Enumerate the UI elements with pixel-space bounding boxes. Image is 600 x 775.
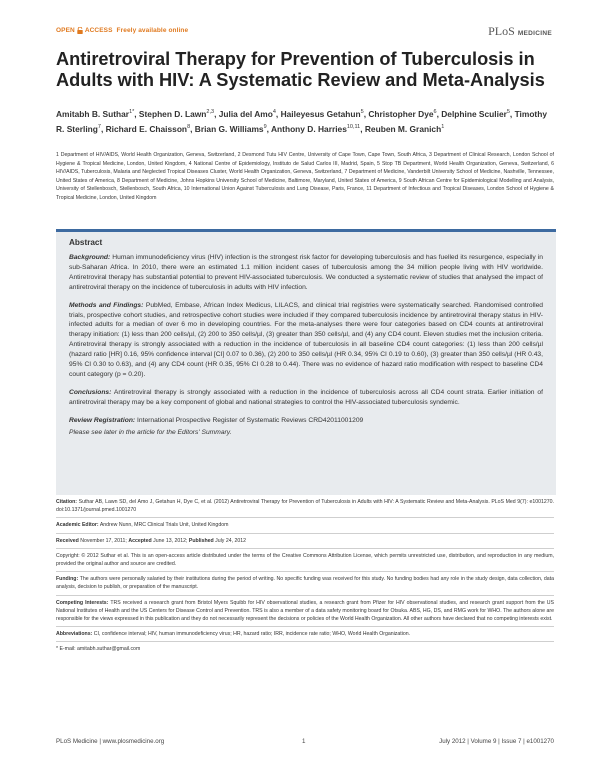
- author-affiliation-marker: 2,3: [206, 109, 215, 115]
- registration-text: International Prospective Register of Systematic Reviews CRD42011001209: [137, 416, 364, 424]
- author-name: Julia del Amo: [218, 108, 273, 119]
- open-access-banner: [56, 27, 188, 34]
- author-affiliation-marker: 7: [97, 123, 101, 130]
- abstract-box: [56, 229, 556, 495]
- abstract-conclusions: [69, 388, 543, 408]
- competing-label: Competing Interests:: [56, 599, 109, 606]
- journal-logo-plos: PLoS: [488, 24, 515, 38]
- competing-interests-block: [56, 596, 554, 628]
- affiliations: 1 Department of HIV/AIDS, World Health Organization, Geneva, Switzerland, 2 Desmond Tutu HIV Centre, University of Cape Town, Cape Town, South Africa, 3 Department of Clinical Research, London School of Hygiene & Tropical Medicine, London, United Kingdom, 4 National Centre of Epidemiology, Instituto de Salud Carlos III, Madrid, Spain, 5 Stop TB Department, World Health Organization, Geneva, Switzerland, 6 HIV/AIDS, Tuberculosis, Malaria and Neglected Tropical Diseases Cluster, World Health Organization, Geneva, Switzerland, 7 Department of Medicine, Vanderbilt University School of Medicine, Nashville, Tennessee, United States of America, 8 Department of Medicine, Johns Hopkins University School of Medicine, Baltimore, Maryland, United States of America, 9 South African Centre for Epidemiological Modelling and Analysis, University of Stellenbosch, Stellenbosch, South Africa, 10 International Union Against Tuberculosis and Lung Disease, Paris, France, 11 Department of Infectious and Tropical Diseases, London School of Hygiene & Tropical Medicine, London, United Kingdom: [56, 152, 554, 201]
- author-name: Richard E. Chaisson: [105, 123, 188, 134]
- freely-available-label: Freely available online: [116, 27, 189, 34]
- footer-issue-info: July 2012 | Volume 9 | Issue 7 | e1001270: [439, 738, 554, 745]
- methods-label: Methods and Findings:: [69, 301, 144, 309]
- author-affiliation-marker: 9: [263, 123, 267, 130]
- editors-note: Please see later in the article for the Editors' Summary.: [69, 428, 232, 436]
- copyright-text: Copyright: © 2012 Suthar et al. This is an open-access article distributed under the terms of the Creative Commons Attribution License, which permits unrestricted use, distribution, and reproduction in any medium, provided the original author and source are credited.: [56, 552, 554, 568]
- author-affiliation-marker: 5: [506, 109, 510, 115]
- journal-logo-medicine: MEDICINE: [517, 30, 552, 37]
- received-label: Received: [56, 537, 79, 544]
- author-affiliation-marker: 6: [433, 109, 437, 115]
- editor-label: Academic Editor:: [56, 522, 99, 529]
- conclusions-label: Conclusions:: [69, 388, 112, 396]
- footer-journal-url[interactable]: PLoS Medicine | www.plosmedicine.org: [56, 738, 165, 745]
- published-label: Published: [188, 537, 214, 544]
- author-affiliation-marker: 10,11: [346, 123, 361, 130]
- funding-block: [56, 572, 554, 595]
- citation-text: Suthar AB, Lawn SD, del Amo J, Getahun H, Dye C, et al. (2012) Antiretroviral Therapy for Prevention of Tuberculosis in Adults with HIV: A Systematic Review and Meta-Analysis. PLoS Med 9(7): e1001270. doi:10.1371/journal.pmed.1001270: [56, 499, 554, 514]
- abstract-heading: Abstract: [69, 238, 103, 247]
- author-name: Timothy R. Sterling: [56, 108, 547, 134]
- abstract-background: [69, 253, 543, 293]
- author-name: Amitabh B. Suthar: [56, 108, 130, 119]
- article-title: Antiretroviral Therapy for Prevention of Tuberculosis in Adults with HIV: A Systematic Review and Meta-Analysis: [56, 49, 545, 90]
- email-text[interactable]: * E-mail: amitabh.suthar@gmail.com: [56, 646, 141, 653]
- author-affiliation-marker: 1*: [129, 109, 135, 115]
- author-name: Anthony D. Harries: [271, 123, 347, 134]
- abbreviations-block: [56, 627, 554, 642]
- author-name: Reuben M. Granich: [364, 123, 442, 134]
- author-name: Delphine Sculier: [441, 108, 507, 119]
- access-label: ACCESS: [84, 27, 113, 34]
- article-metadata: [56, 495, 554, 657]
- author-name: Brian G. Williams: [194, 123, 264, 134]
- author-name: Haileyesus Getahun: [280, 108, 361, 119]
- methods-text: PubMed, Embase, African Index Medicus, LILACS, and clinical trial registries were systematically searched. Randomised controlled trials, prospective cohort studies, and retrospective cohort studies were included if they compared tuberculosis incidence by antiretroviral therapy status in HIV-infected adults for a median of over 6 mo in developing countries. For the meta-analyses there were four categories based on CD4 counts at antiretroviral therapy initiation: (1) less than 200 cells/µl, (2) 200 to 350 cells/µl, (3) greater than 350 cells/µl, and (4) any CD4 count. Eleven studies met the inclusion criteria. Antiretroviral therapy is strongly associated with a reduction in the incidence of tuberculosis in all baseline CD4 count categories: (1) less than 200 cells/µl (hazard ratio [HR] 0.16, 95% confidence interval [CI] 0.07 to 0.36), (2) 200 to 350 cells/µl (HR 0.34, 95% CI 0.19 to 0.60), (3) greater than 350 cells/µl (HR 0.43, 95% CI 0.30 to 0.63), and (4) any CD4 count (HR 0.35, 95% CI 0.28 to 0.44). There was no evidence of hazard ratio modification with respect to baseline CD4 count category (p = 0.20).: [69, 301, 544, 378]
- page-number: 1: [302, 738, 306, 745]
- author-name: Stephen D. Lawn: [138, 108, 207, 119]
- citation-block: [56, 495, 554, 518]
- citation-label: Citation:: [56, 499, 78, 505]
- dates-block: [56, 534, 554, 549]
- funding-text: The authors were personally salaried by their institutions during the period of writing. No specific funding was received for this study. No funding bodies had any role in the study design, data collection, data analysis, decision to publish, or preparation of the manuscript.: [56, 576, 554, 591]
- funding-label: Funding:: [56, 576, 79, 583]
- author-name: Christopher Dye: [368, 108, 434, 119]
- accepted-label: Accepted: [128, 537, 152, 544]
- editor-block: [56, 518, 554, 533]
- abstract-registration: [69, 416, 543, 426]
- page-footer: [56, 738, 554, 745]
- author-list: Amitabh B. Suthar$^{1*}$, Stephen D. Lawn$^{2,3}$, Julia del Amo$^4$, Haileyesus Getahun$^5$, Christopher Dye$^6$, Delphine Sculier$^5$, Timothy R. Sterling$^7$, Richard E. Chaisson$^8$, Brian G. Williams$^9$, Anthony D. Harries$^{10,11}$, Reuben M. Granich$^1$: [56, 108, 547, 134]
- published-date: July 24, 2012: [215, 537, 247, 544]
- accepted-date: June 13, 2012;: [153, 537, 188, 544]
- author-affiliation-marker: 5: [360, 109, 364, 115]
- competing-text: TRS received a research grant from Bristol Myers Squibb for HIV observational studies, a research grant from Pfizer for HIV observational studies, and research grant support from the US National Institutes of Health and the US Centers for Disease Control and Prevention. TRS is also a member of a data safety monitoring board for Otsuka. ABS, HG, DS, and RMG work for WHO. The authors alone are responsible for the views expressed in this publication and they do not necessarily represent the decisions or policies of the World Health Organization. All other authors have declared that no competing interests exist.: [56, 599, 554, 623]
- background-label: Background:: [69, 254, 111, 261]
- author-affiliation-marker: 8: [187, 123, 191, 130]
- background-text: Human immunodeficiency virus (HIV) infection is the strongest risk factor for developing tuberculosis and has fuelled its resurgence, especially in sub-Saharan Africa. In 2010, there were an estimated 1.1 million incident cases of tuberculosis among the 34 million people living with HIV worldwide. Antiretroviral therapy has substantial potential to prevent HIV-associated tuberculosis. We conducted a systematic review of studies that analysed the impact of antiretroviral therapy on the incidence of tuberculosis in adults with HIV infection.: [69, 254, 543, 291]
- open-access-lock-icon: [77, 27, 83, 34]
- received-date: November 17, 2011;: [80, 537, 127, 544]
- journal-logo: [488, 24, 552, 39]
- abbrev-label: Abbreviations:: [56, 631, 93, 638]
- conclusions-text: Antiretroviral therapy is strongly associated with a reduction in the incidence of tuberculosis across all CD4 count strata. Earlier initiation of antiretroviral therapy may be a key component of global and national strategies to control the HIV-associated tuberculosis syndemic.: [69, 388, 543, 406]
- email-block: [56, 642, 554, 656]
- abstract-methods: [69, 301, 543, 380]
- abbrev-text: CI, confidence interval; HIV, human immunodeficiency virus; HR, hazard ratio; IRR, incidence rate ratio; WHO, World Health Organization.: [93, 631, 411, 638]
- copyright-block: [56, 549, 554, 572]
- author-affiliation-marker: 1: [441, 123, 445, 130]
- editor-text: Andrew Nunn, MRC Clinical Trials Unit, United Kingdom: [99, 522, 229, 529]
- author-affiliation-marker: 4: [272, 109, 276, 115]
- journal-header: [56, 26, 552, 40]
- registration-label: Review Registration:: [69, 416, 136, 424]
- open-label: OPEN: [56, 27, 75, 34]
